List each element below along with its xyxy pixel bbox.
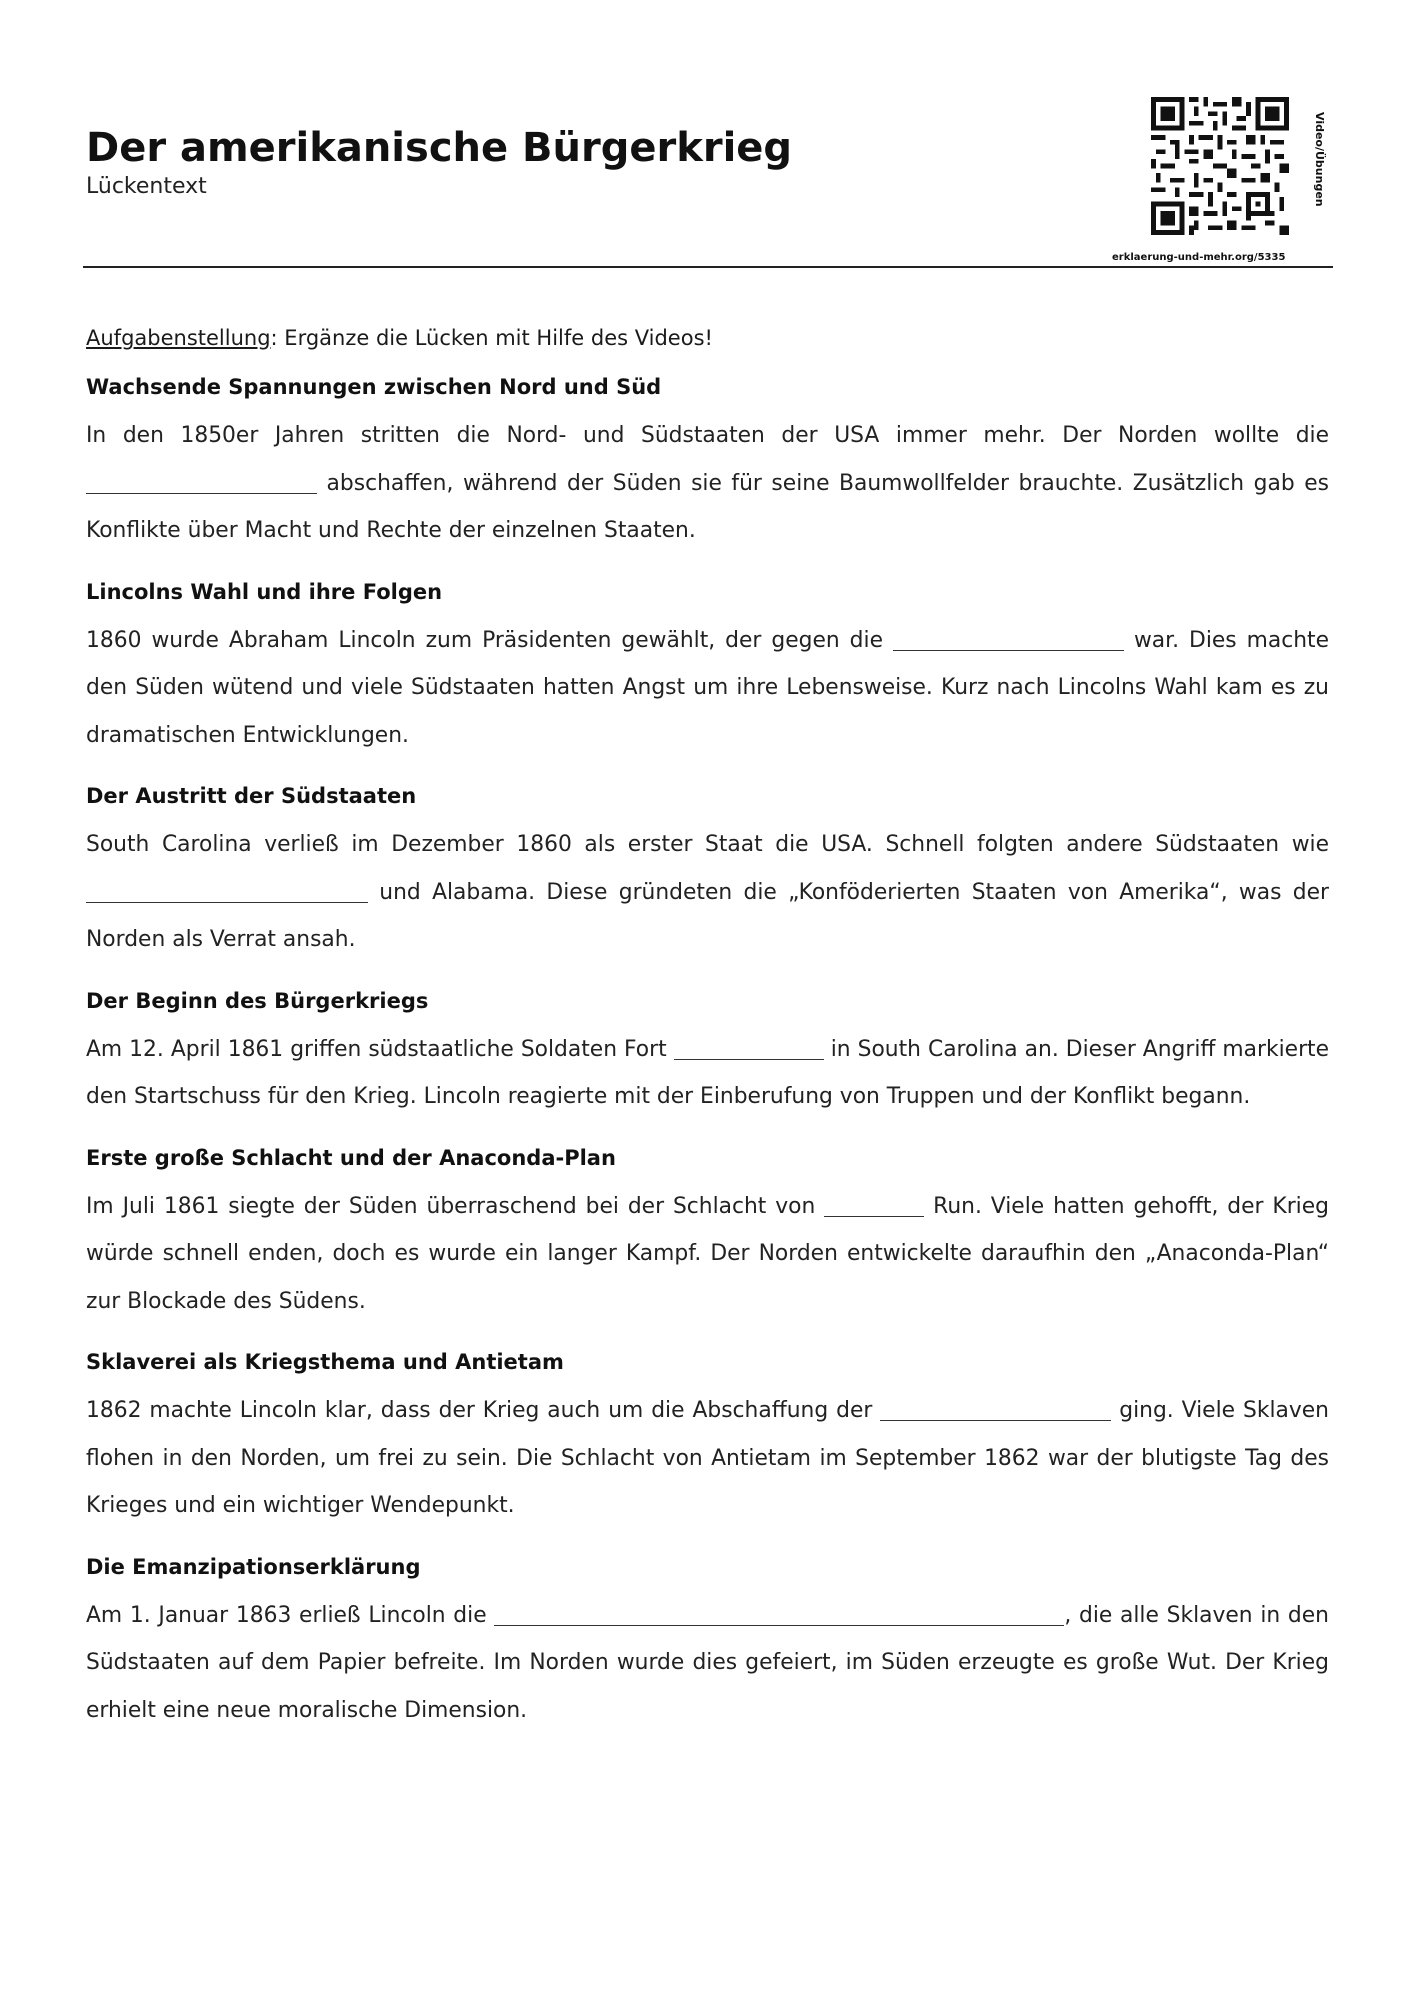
text-part: , die alle Sklaven in den Südstaaten auf dem Papier befreite. Im Norden wurde dies gefeiert, im Süden erzeugte es große Wut. Der Krieg erhielt eine neue moralische Dimension. [86,1602,1329,1723]
section-text [86,1592,1329,1735]
text-part: und Alabama. Diese gründeten die „Konföderierten Staaten von Amerika“, was der Norden als Verrat ansah. [86,879,1329,952]
text-part: South Carolina verließ im Dezember 1860 als erster Staat die USA. Schnell folgten andere Südstaaten wie [86,832,1329,857]
text-part: Am 1. Januar 1863 erließ Lincoln die [86,1602,495,1628]
section-heading: Der Beginn des Bürgerkriegs [86,988,429,1013]
section-text [86,1387,1329,1530]
qr-code-icon[interactable] [1151,97,1289,235]
header-divider [83,266,1333,268]
page-title: Der amerikanische Bürgerkrieg [86,125,793,171]
page-subtitle: Lückentext [86,174,207,199]
section-lincolns-wahl [86,575,1329,760]
blank-field[interactable] [86,880,368,903]
section-text [86,1026,1329,1121]
section-erste-schlacht [86,1141,1329,1326]
text-part: war. Dies machte den Süden wütend und viele Südstaaten hatten Angst um ihre Lebensweise. Kurz nach Lincolns Wahl kam es zu dramatischen Entwicklungen. [86,627,1329,748]
section-text [86,1183,1329,1326]
header [86,125,1336,201]
source-url[interactable]: erklaerung-und-mehr.org/5335 [1112,252,1286,263]
section-sklaverei [86,1345,1329,1530]
blank-field[interactable] [880,1398,1111,1421]
blank-field[interactable] [674,1037,824,1060]
blank-field[interactable] [86,471,317,494]
section-heading: Sklaverei als Kriegsthema und Antietam [86,1350,564,1374]
task-text: : Ergänze die Lücken mit Hilfe des Videos! [270,326,713,350]
task-label: Aufgabenstellung [86,326,271,350]
blank-field[interactable] [893,628,1124,651]
text-part: in South Carolina an. Dieser Angriff markierte den Startschuss für den Krieg. Lincoln reagierte mit der Einberufung von Truppen und der Konflikt begann. [86,1036,1329,1109]
section-heading: Der Austritt der Südstaaten [86,784,417,808]
text-part: In den 1850er Jahren stritten die Nord- und Südstaaten der USA immer mehr. Der Norden wollte die [86,423,1329,448]
section-text [86,821,1329,964]
text-part: 1860 wurde Abraham Lincoln zum Präsidenten gewählt, der gegen die [86,627,893,653]
text-part: ging. Viele Sklaven flohen in den Norden, um frei zu sein. Die Schlacht von Antietam im September 1862 war der blutigste Tag des Krieges und ein wichtiger Wendepunkt. [86,1398,1329,1518]
blank-field[interactable] [824,1194,924,1217]
section-heading: Lincolns Wahl und ihre Folgen [86,579,443,604]
section-text [86,617,1329,760]
section-beginn [86,984,1329,1121]
text-part: abschaffen, während der Süden sie für seine Baumwollfelder brauchte. Zusätzlich gab es Konflikte über Macht und Rechte der einzelnen Staaten. [86,470,1329,543]
text-part: Am 12. April 1861 griffen südstaatliche Soldaten Fort [86,1036,674,1062]
section-austritt [86,779,1329,964]
task-instruction [86,320,1329,356]
section-spannungen [86,370,1329,555]
section-emanzipation [86,1550,1329,1735]
video-uebungen-label: Video/Übungen [1313,112,1326,207]
blank-field[interactable] [494,1603,1064,1626]
section-heading: Die Emanzipationserklärung [86,1554,421,1579]
text-part: Im Juli 1861 siegte der Süden überraschend bei der Schlacht von [86,1193,825,1219]
section-heading: Erste große Schlacht und der Anaconda-Plan [86,1145,616,1170]
text-part: Run. Viele hatten gehofft, der Krieg würde schnell enden, doch es wurde ein langer Kampf. Der Norden entwickelte daraufhin den „Anaconda-Plan“ zur Blockade des Südens. [86,1193,1329,1314]
worksheet-content [86,320,1329,1754]
section-heading: Wachsende Spannungen zwischen Nord und Süd [86,375,662,399]
section-text [86,412,1329,555]
text-part: 1862 machte Lincoln klar, dass der Krieg auch um die Abschaffung der [86,1398,881,1423]
